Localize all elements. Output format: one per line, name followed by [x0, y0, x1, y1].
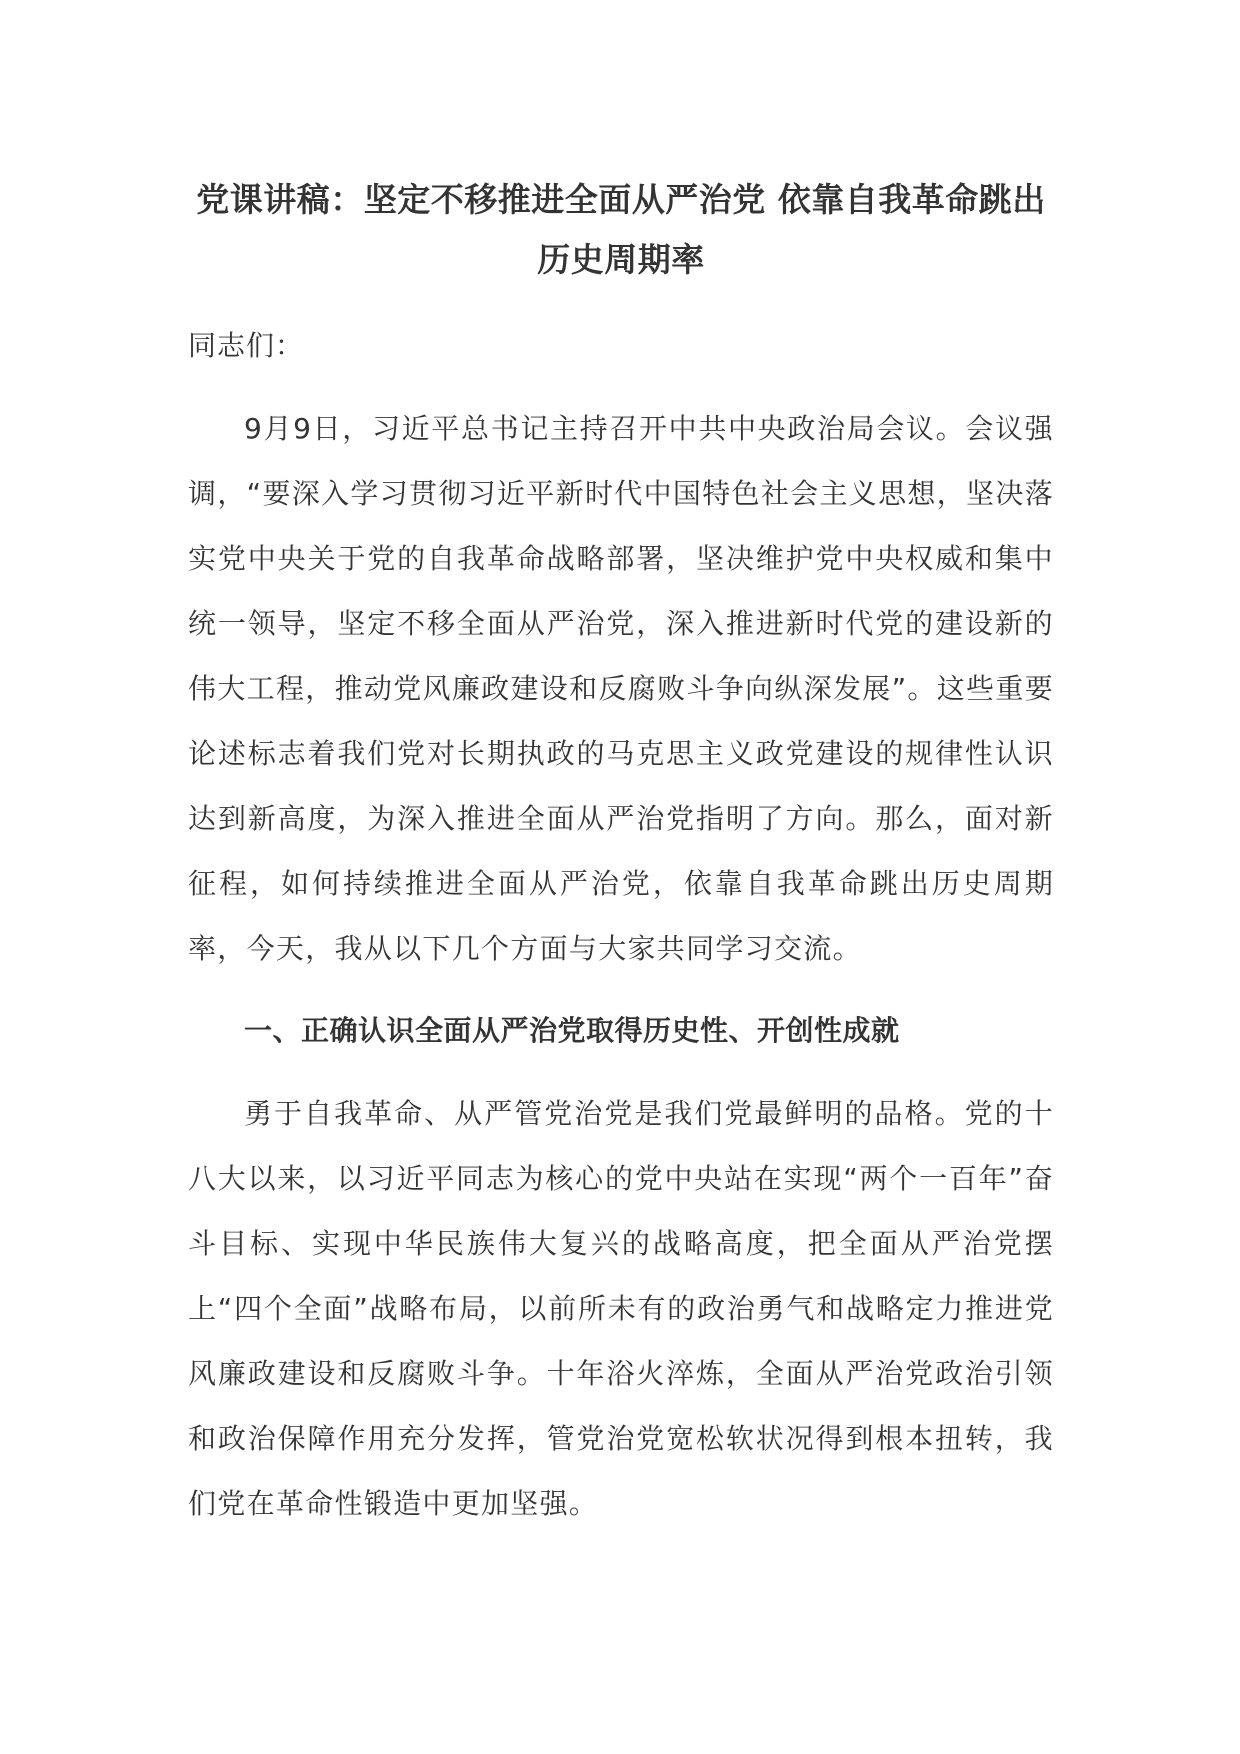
salutation: 同志们：: [188, 329, 305, 362]
document-page: [188, 170, 1054, 1730]
document-title: 党课讲稿：坚定不移推进全面从严治党 依靠自我革命跳出历史周期率: [196, 180, 1046, 279]
section-heading: 一、正确认识全面从严治党取得历史性、开创性成就: [244, 1014, 900, 1047]
section-paragraph: 勇于自我革命、从严管党治党是我们党最鲜明的品格。党的十八大以来，以习近平同志为核心的党中央站在实现“两个一百年”奋斗目标、实现中华民族伟大复兴的战略高度，把全面从严治党摆上“四个全面”战略布局，以前所未有的政治勇气和战略定力推进党风廉政建设和反腐败斗争。十年浴火淬炼，全面从严治党政治引领和政治保障作用充分发挥，管党治党宽松软状况得到根本扭转，我们党在革命性锻造中更加坚强。: [188, 1097, 1054, 1520]
intro-paragraph: 9月9日，习近平总书记主持召开中共中央政治局会议。会议强调，“要深入学习贯彻习近平新时代中国特色社会主义思想，坚决落实党中央关于党的自我革命战略部署，坚决维护党中央权威和集中统一领导，坚定不移全面从严治党，深入推进新时代党的建设新的伟大工程，推动党风廉政建设和反腐败斗争向纵深发展”。这些重要论述标志着我们党对长期执政的马克思主义政党建设的规律性认识达到新高度，为深入推进全面从严治党指明了方向。那么，面对新征程，如何持续推进全面从严治党，依靠自我革命跳出历史周期率，今天，我从以下几个方面与大家共同学习交流。: [188, 412, 1054, 965]
